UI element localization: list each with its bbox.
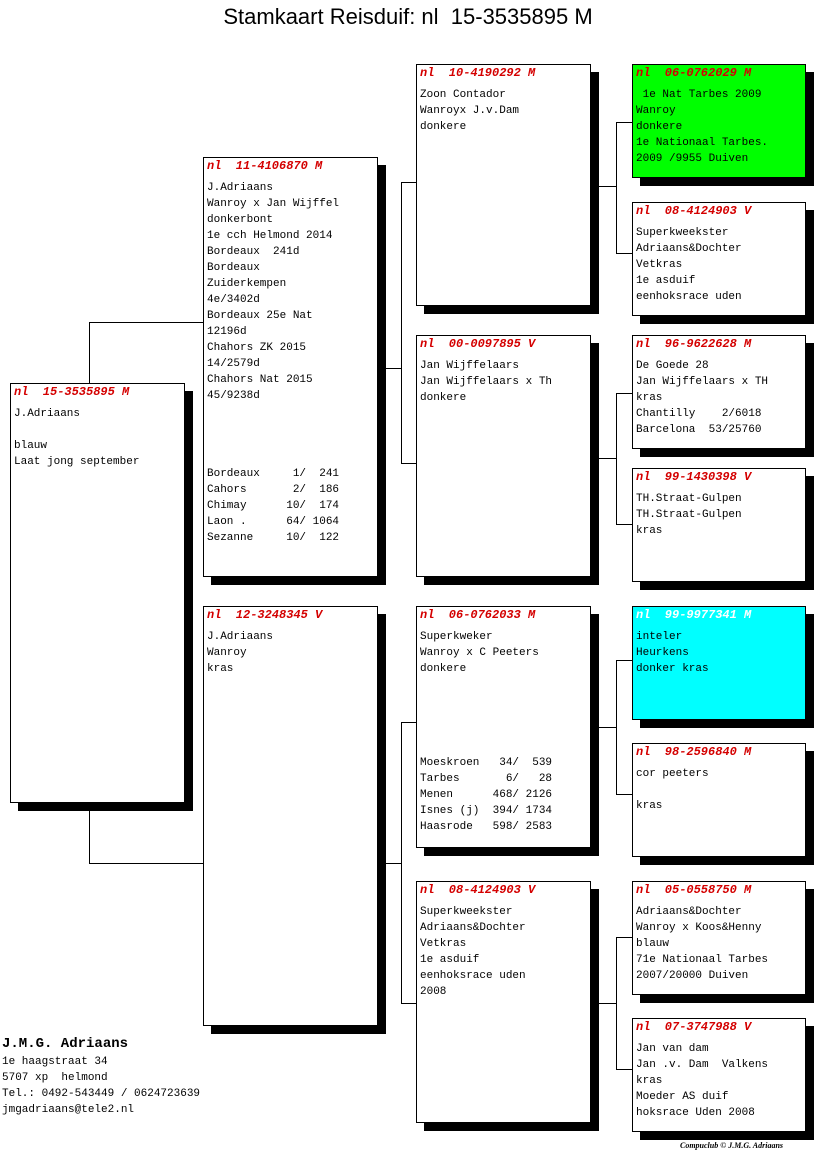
card-line: Adriaans&Dochter — [636, 243, 742, 255]
card-line: Wanroy x C Peeters — [420, 647, 539, 659]
connector-line — [384, 863, 401, 864]
card-line: 1e asduif — [420, 954, 480, 966]
ring-number: nl 06-0762029 M — [636, 66, 752, 80]
pigeon-card-subject[interactable] — [10, 383, 185, 803]
card-line: 2007/20000 Duiven — [636, 970, 749, 982]
connector-line — [89, 322, 204, 323]
ring-number: nl 11-4106870 M — [207, 159, 323, 173]
card-line: Bordeaux 241d — [207, 246, 300, 258]
card-line: Chahors ZK 2015 — [207, 342, 307, 354]
pigeon-card-ggp-1[interactable] — [632, 64, 806, 178]
pigeon-card-paternal-grandfather[interactable] — [416, 64, 591, 306]
card-details — [636, 766, 709, 814]
pigeon-card-father[interactable] — [203, 157, 378, 577]
ring-number: nl 05-0558750 M — [636, 883, 752, 897]
connector-line — [384, 368, 401, 369]
ring-number: nl 10-4190292 M — [420, 66, 536, 80]
result-row: Chimay 10/ 174 — [207, 500, 340, 512]
pigeon-card-ggp-6[interactable] — [632, 743, 806, 857]
card-line: Bordeaux — [207, 262, 260, 274]
pigeon-card-ggp-5[interactable] — [632, 606, 806, 720]
card-line: Laat jong september — [14, 456, 140, 468]
card-line: kras — [636, 800, 663, 812]
card-line: Vetkras — [636, 259, 683, 271]
card-line: De Goede 28 — [636, 360, 709, 372]
email-line: jmgadriaans@tele2.nl — [2, 1104, 135, 1116]
card-line: Jan van dam — [636, 1043, 709, 1055]
ring-number: nl 15-3535895 M — [14, 385, 130, 399]
connector-line — [401, 182, 416, 183]
connector-line — [401, 722, 416, 723]
card-line: cor peeters — [636, 768, 709, 780]
ring-number: nl 98-2596840 M — [636, 745, 752, 759]
card-line: donkerbont — [207, 214, 274, 226]
card-line: donkere — [420, 392, 467, 404]
result-row: Cahors 2/ 186 — [207, 484, 340, 496]
card-line: Wanroy — [636, 105, 676, 117]
card-line: blauw — [14, 440, 48, 452]
card-details — [636, 358, 768, 438]
card-details — [636, 87, 768, 167]
pigeon-card-ggp-7[interactable] — [632, 881, 806, 995]
race-results — [420, 755, 552, 835]
card-line: Wanroy x Jan Wijffel — [207, 198, 340, 210]
card-details — [14, 406, 139, 470]
card-line: 14/2579d — [207, 358, 260, 370]
card-line: kras — [636, 525, 663, 537]
address-line: 5707 xp helmond — [2, 1072, 108, 1084]
connector-line — [401, 182, 402, 464]
ring-number: nl 12-3248345 V — [207, 608, 323, 622]
owner-address — [2, 1054, 200, 1118]
connector-line — [616, 393, 632, 394]
card-line: 1e Nat Tarbes 2009 — [636, 89, 762, 101]
card-line: Moeder AS duif — [636, 1091, 729, 1103]
connector-line — [616, 524, 632, 525]
pigeon-card-ggp-8[interactable] — [632, 1018, 806, 1132]
card-line: Superkweekster — [420, 906, 513, 918]
connector-line — [89, 803, 90, 863]
card-details — [207, 180, 339, 404]
card-line: 4e/3402d — [207, 294, 260, 306]
card-line: kras — [636, 1075, 663, 1087]
ring-number: nl 08-4124903 V — [636, 204, 752, 218]
card-line: Wanroyx J.v.Dam — [420, 105, 520, 117]
result-row: Isnes (j) 394/ 1734 — [420, 805, 553, 817]
connector-line — [598, 186, 616, 187]
connector-line — [598, 458, 616, 459]
card-line: Jan Wijffelaars x TH — [636, 376, 769, 388]
result-row: Sezanne 10/ 122 — [207, 532, 340, 544]
ring-number: nl 06-0762033 M — [420, 608, 536, 622]
card-line: Jan .v. Dam Valkens — [636, 1059, 769, 1071]
card-line: Superkweker — [420, 631, 493, 643]
card-line: 45/9238d — [207, 390, 260, 402]
card-details — [207, 629, 273, 677]
pigeon-card-ggp-4[interactable] — [632, 468, 806, 582]
connector-line — [616, 122, 632, 123]
connector-line — [616, 660, 632, 661]
card-line: Zuiderkempen — [207, 278, 287, 290]
card-line: 2009 /9955 Duiven — [636, 153, 749, 165]
ring-number: nl 96-9622628 M — [636, 337, 752, 351]
result-row: Laon . 64/ 1064 — [207, 516, 340, 528]
card-line — [14, 422, 139, 438]
card-line: J.Adriaans — [207, 182, 274, 194]
card-line: Wanroy — [207, 647, 247, 659]
card-details — [420, 87, 519, 135]
card-details — [636, 1041, 768, 1121]
card-line: J.Adriaans — [14, 408, 81, 420]
ring-number: nl 08-4124903 V — [420, 883, 536, 897]
card-line: kras — [207, 663, 234, 675]
card-line: TH.Straat-Gulpen — [636, 493, 742, 505]
card-details — [636, 225, 742, 305]
owner-info — [2, 1034, 200, 1118]
card-line: TH.Straat-Gulpen — [636, 509, 742, 521]
card-details — [420, 904, 526, 1000]
card-line: donkere — [420, 663, 467, 675]
card-line — [636, 782, 709, 798]
card-line: Superkweekster — [636, 227, 729, 239]
connector-line — [401, 722, 402, 1004]
card-line: Zoon Contador — [420, 89, 506, 101]
card-line: 1e asduif — [636, 275, 696, 287]
card-line: Adriaans&Dochter — [636, 906, 742, 918]
card-line: 71e Nationaal Tarbes — [636, 954, 769, 966]
card-line: donkere — [636, 121, 683, 133]
card-details — [420, 358, 552, 406]
card-line: Bordeaux 25e Nat — [207, 310, 313, 322]
connector-line — [89, 863, 204, 864]
card-details — [636, 491, 742, 539]
card-line: 1e cch Helmond 2014 — [207, 230, 333, 242]
pigeon-card-paternal-grandmother[interactable] — [416, 335, 591, 577]
card-line: Adriaans&Dochter — [420, 922, 526, 934]
ring-number: nl 07-3747988 V — [636, 1020, 752, 1034]
connector-line — [616, 393, 617, 525]
race-results — [207, 466, 339, 546]
connector-line — [401, 463, 416, 464]
card-line: donker kras — [636, 663, 709, 675]
connector-line — [89, 322, 90, 384]
card-line: Heurkens — [636, 647, 689, 659]
connector-line — [616, 937, 632, 938]
card-line: Chantilly 2/6018 — [636, 408, 762, 420]
pigeon-card-mother[interactable] — [203, 606, 378, 1026]
result-row: Moeskroen 34/ 539 — [420, 757, 553, 769]
card-line: 12196d — [207, 326, 247, 338]
pigeon-card-maternal-grandmother[interactable] — [416, 881, 591, 1123]
connector-line — [598, 1003, 616, 1004]
result-row: Menen 468/ 2126 — [420, 789, 553, 801]
connector-line — [616, 122, 617, 254]
card-line: Wanroy x Koos&Henny — [636, 922, 762, 934]
connector-line — [616, 253, 632, 254]
card-line: 1e Nationaal Tarbes. — [636, 137, 769, 149]
card-details — [636, 629, 709, 677]
card-line: Barcelona 53/25760 — [636, 424, 762, 436]
connector-line — [616, 794, 632, 795]
connector-line — [616, 937, 617, 1070]
ring-number: nl 99-9977341 M — [636, 608, 752, 622]
card-details — [636, 904, 768, 984]
card-line: Jan Wijffelaars — [420, 360, 520, 372]
ring-number: nl 99-1430398 V — [636, 470, 752, 484]
card-line: J.Adriaans — [207, 631, 274, 643]
card-line: donkere — [420, 121, 467, 133]
page-title: Stamkaart Reisduif: nl 15-3535895 M — [223, 4, 593, 29]
result-row: Haasrode 598/ 2583 — [420, 821, 553, 833]
card-line: Chahors Nat 2015 — [207, 374, 313, 386]
footer-credit: Compuclub © J.M.G. Adriaans — [680, 1141, 784, 1150]
connector-line — [401, 1003, 416, 1004]
address-line: 1e haagstraat 34 — [2, 1056, 108, 1068]
card-line: 2008 — [420, 986, 447, 998]
result-row: Tarbes 6/ 28 — [420, 773, 553, 785]
card-line: Vetkras — [420, 938, 467, 950]
card-line: Jan Wijffelaars x Th — [420, 376, 553, 388]
result-row: Bordeaux 1/ 241 — [207, 468, 340, 480]
card-line: eenhoksrace uden — [420, 970, 526, 982]
owner-name: J.M.G. Adriaans — [2, 1036, 129, 1052]
connector-line — [616, 660, 617, 795]
ring-number: nl 00-0097895 V — [420, 337, 536, 351]
phone-line: Tel.: 0492-543449 / 0624723639 — [2, 1088, 201, 1100]
card-line: hoksrace Uden 2008 — [636, 1107, 755, 1119]
card-details — [420, 629, 539, 677]
card-line: inteler — [636, 631, 683, 643]
card-line: blauw — [636, 938, 670, 950]
card-line: kras — [636, 392, 663, 404]
pigeon-card-maternal-grandfather[interactable] — [416, 606, 591, 848]
pigeon-card-ggp-3[interactable] — [632, 335, 806, 449]
pigeon-card-ggp-2[interactable] — [632, 202, 806, 316]
card-line: eenhoksrace uden — [636, 291, 742, 303]
connector-line — [598, 727, 616, 728]
connector-line — [616, 1069, 632, 1070]
